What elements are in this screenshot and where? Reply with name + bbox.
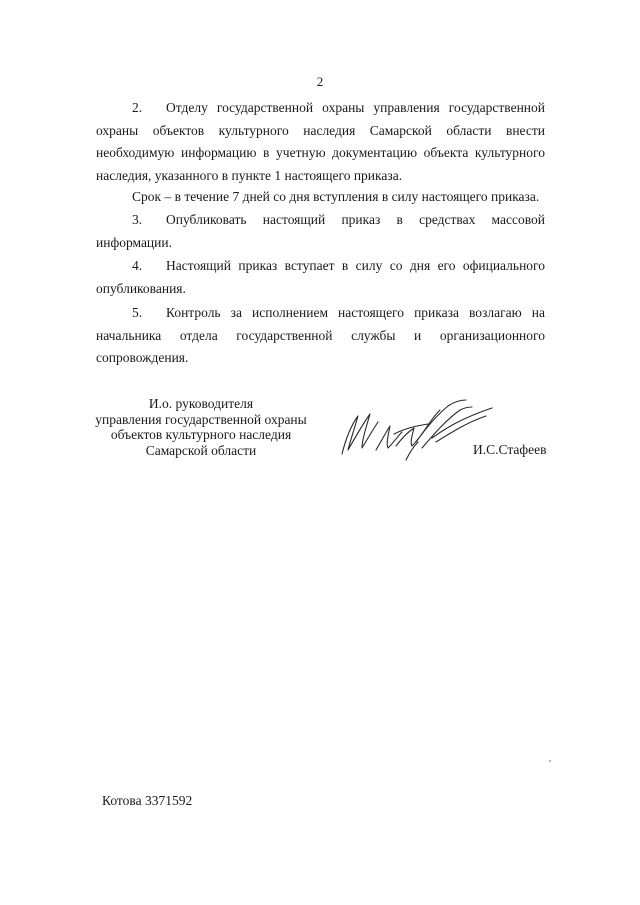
page-number: 2 <box>316 74 324 89</box>
signatory-title-line: объектов культурного наследия <box>110 427 292 442</box>
deadline-text: Срок – в течение 7 дней со дня вступления в силу настоящего приказа. <box>132 189 540 204</box>
signatory-title-line: Самарской области <box>145 442 257 458</box>
order-item-2 <box>96 97 545 187</box>
item-number: 2. <box>132 100 143 115</box>
item-text: Отделу государственной охраны управления государственной охраны объектов культурного наследия Самарской области внести необходимую информацию в учетную документацию объекта культурного наследия, указанного в пункте 1 настоящего приказа. <box>96 100 545 183</box>
signatory-title-line: И.о. руководителя <box>148 396 254 411</box>
order-item-3 <box>96 209 545 254</box>
item-text: Контроль за исполнением настоящего приказа возлагаю на начальника отдела государственной службы и организационного сопровождения. <box>96 305 545 365</box>
deadline-paragraph <box>96 186 545 209</box>
signatory-title-block <box>86 396 316 458</box>
signatory-title-line: управления государственной охраны <box>95 411 307 427</box>
item-number: 5. <box>132 305 143 320</box>
order-item-4 <box>96 255 545 300</box>
order-item-5 <box>96 302 545 370</box>
scan-speck <box>549 760 551 762</box>
executor-contact: Котова 3371592 <box>102 793 193 808</box>
handwritten-signature <box>336 398 496 464</box>
item-text: Опубликовать настоящий приказ в средствах массовой информации. <box>96 212 545 250</box>
item-text: Настоящий приказ вступает в силу со дня его официального опубликования. <box>96 258 545 296</box>
signatory-name: И.С.Стафеев <box>473 442 547 457</box>
item-number: 4. <box>132 258 143 273</box>
item-number: 3. <box>132 212 143 227</box>
